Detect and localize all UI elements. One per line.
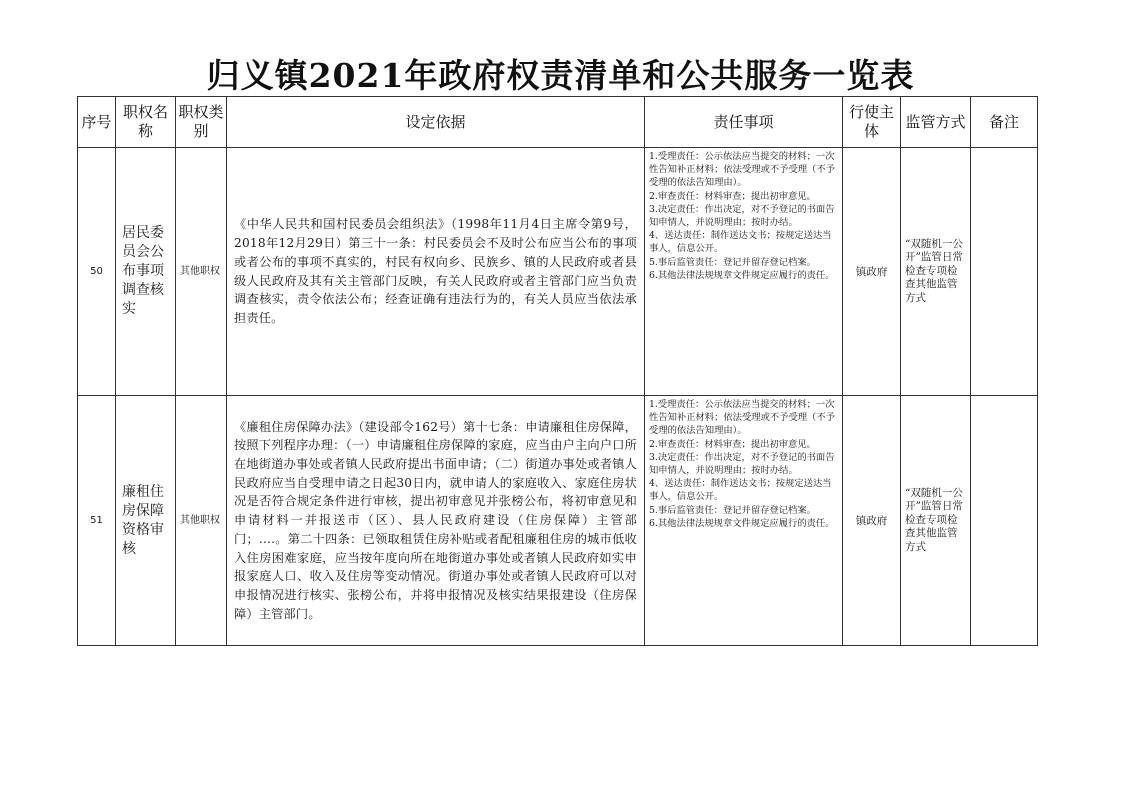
supervision-method: “双随机一公开”监管日常检查专项检查其他监管方式	[901, 396, 971, 646]
row-number: 51	[78, 396, 116, 646]
header-subject: 行使主体	[843, 97, 901, 148]
header-basis: 设定依据	[227, 97, 645, 148]
responsibility-item: 2.审查责任：材料审查；提出初审意见。	[649, 438, 816, 450]
legal-basis: 《廉租住房保障办法》（建设部令162号）第十七条：申请廉租住房保障，按照下列程序办理：（一）申请廉租住房保障的家庭，应当由户主向户口所在地街道办事处或者镇人民政府提出书面申请；（二）街道办事处或者镇人民政府应当自受理申请之日起30日内，就申请人的家庭收入、家庭住房状况是否符合规定条件进行审核，提出初审意见并张榜公布，将初审意见和申请材料一并报送市（区）、县人民政府建设（住房保障）主管部门；....。第二十四条：已领取租赁住房补贴或者配租廉租住房的城市低收入住房困难家庭，应当按年度向所在地街道办事处或者镇人民政府如实申报家庭人口、收入及住房等变动情况。街道办事处或者镇人民政府可以对申报情况进行核实、张榜公布，并将申报情况及核实结果报建设（住房保障）主管部门。	[227, 396, 645, 646]
power-category: 其他职权	[176, 396, 227, 646]
power-category: 其他职权	[176, 148, 227, 396]
header-remarks: 备注	[971, 97, 1038, 148]
responsibility-list	[645, 396, 843, 646]
responsibility-item: 6.其他法律法规规章文件规定应履行的责任。	[649, 517, 835, 529]
responsibility-item: 5.事后监管责任：登记并留存登记档案。	[649, 256, 816, 268]
header-row	[78, 97, 1038, 148]
responsibility-list	[645, 148, 843, 396]
responsibility-item: 2.审查责任：材料审查；提出初审意见。	[649, 190, 816, 202]
legal-basis: 《中华人民共和国村民委员会组织法》（1998年11月4日主席令第9号，2018年12月29日）第三十一条：村民委员会不及时公布应当公布的事项或者公布的事项不真实的，村民有权向乡、民族乡、镇的人民政府或者县级人民政府及其有关主管部门反映，有关人民政府或者主管部门应当负责调查核实，责令依法公布；经查证确有违法行为的，有关人员应当依法承担责任。	[227, 148, 645, 396]
responsibility-item: 6.其他法律法规规章文件规定应履行的责任。	[649, 269, 835, 281]
table-row	[78, 396, 1038, 646]
remarks-cell	[971, 148, 1038, 396]
power-name: 居民委员会公布事项调查核实	[116, 148, 176, 396]
responsibility-item: 3.决定责任：作出决定，对不予登记的书面告知申情人，并说明理由；按时办结。	[649, 203, 835, 229]
header-category: 职权类别	[176, 97, 227, 148]
row-number: 50	[78, 148, 116, 396]
responsibility-item: 4、送达责任：制作送达文书；按规定送达当事人，信息公开。	[649, 230, 832, 255]
page-title: 归义镇2021年政府权责清单和公共服务一览表	[206, 56, 915, 95]
header-supervision: 监管方式	[901, 97, 971, 148]
responsibility-item: 3.决定责任：作出决定，对不予登记的书面告知申情人，并说明理由；按时办结。	[649, 451, 835, 477]
executing-subject: 镇政府	[843, 396, 901, 646]
executing-subject: 镇政府	[843, 148, 901, 396]
responsibility-item: 5.事后监管责任：登记并留存登记档案。	[649, 504, 816, 516]
responsibility-item: 4、送达责任：制作送达文书；按规定送达当事人，信息公开。	[649, 478, 832, 503]
power-name: 廉租住房保障资格审核	[116, 396, 176, 646]
header-responsibility: 责任事项	[645, 97, 843, 148]
supervision-method: “双随机一公开”监管日常检查专项检查其他监管方式	[901, 148, 971, 396]
responsibility-item: 1.受理责任：公示依法应当提交的材料；一次性告知补正材料；依法受理或不予受理（不予受理的依法告知理由）。	[649, 399, 835, 437]
responsibility-table	[77, 96, 1038, 646]
header-no: 序号	[78, 97, 116, 148]
header-name: 职权名称	[116, 97, 176, 148]
responsibility-item: 1.受理责任：公示依法应当提交的材料；一次性告知补正材料；依法受理或不予受理（不予受理的依法告知理由）。	[649, 151, 835, 189]
table-row	[78, 148, 1038, 396]
remarks-cell	[971, 396, 1038, 646]
